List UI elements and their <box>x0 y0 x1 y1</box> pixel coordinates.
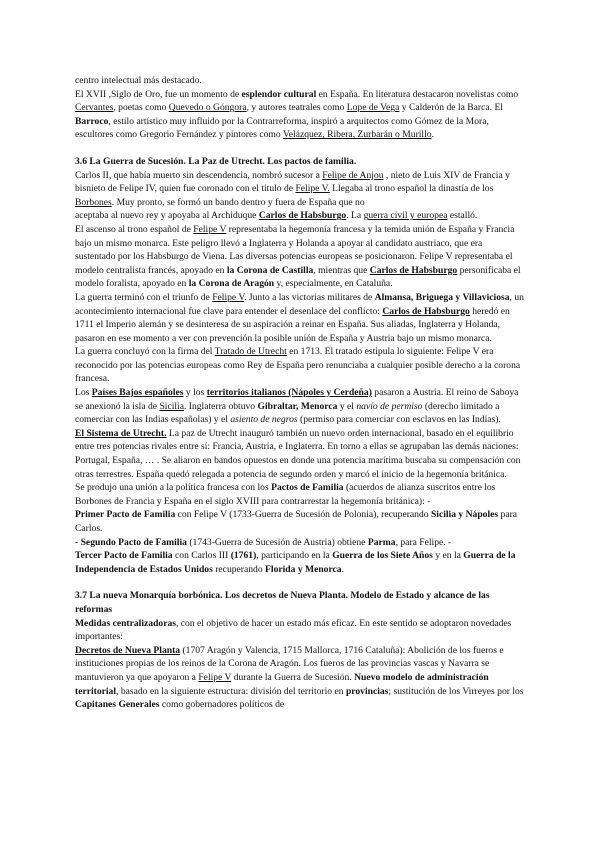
paragraph-tratado <box>75 345 525 386</box>
text: y los <box>183 387 207 399</box>
bold-term: Barroco <box>75 115 109 127</box>
bold-term: Tercer Pacto de Familia <box>75 550 173 562</box>
spacer <box>75 142 525 155</box>
text: , estilo artístico muy influido por la Contrarreforma, inspiró a arquitectos como Gómez de la Mora, escultores como Gregorio Fernández y pintores como <box>75 115 489 141</box>
bold-term: Capitanes Generales <box>75 699 160 711</box>
text: . Muy pronto, se formó un bando dentro y fuera de España que no <box>111 196 365 208</box>
text: aceptaba al nuevo rey y apoyaba al Archiduque <box>75 210 259 222</box>
text: El XVII ,Siglo de Oro, fue un momento de <box>75 88 242 100</box>
link-carlos-de-habsburgo[interactable]: Carlos de Habsburgo <box>258 210 347 222</box>
text: (permiso para comerciar con esclavos en las Indias). <box>297 414 501 426</box>
link-felipe-v[interactable]: Felipe V. <box>295 183 330 195</box>
text: personificaba el modelo foralista, apoyado en <box>75 264 521 290</box>
link-borbones[interactable]: Borbones <box>75 196 112 208</box>
link-felipe-de-anjou[interactable]: Felipe de Anjou <box>322 169 384 181</box>
text: Carlos II, que había muerto sin descendencia, nombró sucesor a <box>75 169 323 181</box>
link-paises-bajos[interactable]: Países Bajos españoles <box>91 387 184 399</box>
text: . Inglaterra obtuvo <box>183 400 258 412</box>
text: (1743-Guerra de Sucesión de Austria) obtiene <box>186 536 368 548</box>
text: Se produjo una unión a la política francesa con los <box>75 482 272 494</box>
text: con Felipe V (1733-Guerra de Sucesión de Polonia), recuperando <box>175 509 431 521</box>
link-quevedo-gongora[interactable]: Quevedo o Góngora <box>168 102 247 114</box>
bold-term: la Corona de Castilla <box>226 264 314 276</box>
text: , basado en la siguiente estructura: división del territorio en <box>116 685 346 697</box>
text: en 1713. El tratado estipula lo siguiente: Felipe V era reconocido por las potencias europeas como Rey de España pero renunciaba a cualquier posible derecho a la corona francesa. <box>75 346 521 385</box>
paragraph-ascenso <box>75 223 525 291</box>
text: heredó en 1711 el Imperio alemán y se desinteresa de su aspiración a reinar en España. Sus aliadas, Inglaterra y Holanda, pasaron en ese momento a ver con prevención la posible unión de España y Austria bajo un mismo monarca. <box>75 305 510 344</box>
bold-term: Parma <box>367 536 396 548</box>
link-carlos-de-habsburgo[interactable]: Carlos de Habsburgo <box>369 264 458 276</box>
link-pintores[interactable]: Velázquez, Ribera, Zurbarán o Murillo <box>282 129 432 141</box>
text: . Junto a las victorias militares de <box>244 291 375 303</box>
paragraph-triunfo <box>75 291 525 345</box>
paragraph-pactos-familia <box>75 481 525 576</box>
bold-term: esplendor cultural <box>241 88 317 100</box>
italic-term: asiento de negros <box>230 414 298 426</box>
text: como gobernadores políticos de <box>159 699 285 711</box>
link-tratado-de-utrecht[interactable]: Tratado de Utrecht <box>214 346 287 358</box>
paragraph-territorios <box>75 386 525 427</box>
bold-term: Primer Pacto de Familia <box>75 509 176 521</box>
text: La guerra concluyó con la firma del <box>75 346 215 358</box>
bold-term: la Corona de Aragón <box>188 278 275 290</box>
bold-term: Florida y Menorca <box>265 563 342 575</box>
bold-term: Guerra de la Independencia de Estados Unidos <box>75 550 516 575</box>
text: (1707 Aragón y Valencia, 1715 Mallorca, 1716 Cataluña): Abolición de los fueros e instituciones propias de los reinos de la Corona de Aragón. Los fueros de las provincias vascas y Navarra se mantuvieron ya que apoyaron a <box>75 644 504 683</box>
paragraph-sucesion <box>75 169 525 210</box>
paragraph-medidas <box>75 617 525 644</box>
text: ; sustitución de los Virreyes por los <box>388 685 524 697</box>
text: Llegaba al trono español la dinastía de los <box>329 183 494 195</box>
bold-term: - <box>75 536 81 548</box>
text: centro intelectual más destacado. <box>75 75 202 86</box>
text: . <box>431 129 434 141</box>
spacer <box>75 576 525 589</box>
text: , nieto de Luis XIV de Francia y bisnieto de Felipe IV, quien fue coronado con el título de <box>75 169 510 195</box>
link-territorios-italianos[interactable]: territorios italianos (Nápoles y Cerdeña) <box>206 387 372 399</box>
document-page <box>75 74 525 712</box>
link-sicilia[interactable]: Sicilia <box>159 400 184 412</box>
paragraph-siglo-de-oro <box>75 88 525 142</box>
paragraph-sistema-utrecht <box>75 427 525 481</box>
bold-term: Segundo Pacto de Familia <box>80 536 187 548</box>
text: durante la Guerra de Sucesión. <box>231 671 355 683</box>
text: y el <box>337 400 357 412</box>
bold-term: Medidas centralizadoras <box>75 617 176 629</box>
text: , un acontecimiento internacional fue clave para entender el desenlace del conflicto: <box>75 291 524 317</box>
bold-term: (1761) <box>230 550 257 562</box>
text: El ascenso al trono español de <box>75 223 194 235</box>
section-title-3-7: 3.7 La nueva Monarquía borbónica. Los decretos de Nueva Planta. Modelo de Estado y alcance de las reformas <box>75 590 490 615</box>
section-title-3-6: 3.6 La Guerra de Sucesión. La Paz de Utrecht. Los pactos de familia. <box>75 155 357 167</box>
bold-term: Gibraltar, Menorca <box>257 400 338 412</box>
link-lope-de-vega[interactable]: Lope de Vega <box>346 102 400 114</box>
text: La guerra terminó con el triunfo de <box>75 291 213 303</box>
link-felipe-v[interactable]: Felipe V <box>212 291 245 303</box>
text: . La <box>346 210 364 222</box>
bold-term: provincias <box>345 685 389 697</box>
link-carlos-de-habsburgo[interactable]: Carlos de Habsburgo <box>382 305 470 317</box>
text: en España. En literatura destacaron novelistas como <box>316 88 519 100</box>
text: (acuerdos de alianza suscritos entre los Borbones de Francia y España en el siglo XVIII para contrarrestar la hegemonía británica): - <box>75 482 496 507</box>
text: La paz de Utrecht inauguró también un nuevo orden internacional, basado en el equilibrio entre tres potencias rivales entre sí: Francia, Austria, e Inglaterra. En torno a ellas se agrupaban las demás naciones: Portugal, España, … . Se aliaron en bandos opuestos en donde una potencia marítima buscaba su compensación con otras terrestres. España quedó relegada a potencia de segundo orden y marcó el inicio de la hegemonía británica. <box>75 427 521 480</box>
link-felipe-v[interactable]: Felipe V <box>193 223 227 235</box>
text: y, especialmente, en Cataluña. <box>274 278 393 290</box>
link-felipe-v[interactable]: Felipe V <box>198 671 232 683</box>
text: , mientras que <box>313 264 370 276</box>
link-guerra-civil-europea[interactable]: guerra civil y europea <box>363 210 448 222</box>
text: y Calderón de la Barca. El <box>399 102 503 114</box>
bold-term: Guerra de los Siete Años <box>332 550 433 562</box>
text: para Carlos. <box>75 509 518 534</box>
text: pasaron a Austria. El reino de Saboya se anexionó la isla de <box>75 387 519 412</box>
text: con Carlos III <box>172 550 231 562</box>
text: representaba la hegemonía francesa y la temida unión de España y Francia bajo un mismo monarca. Este peligro llevó a Inglaterra y Holanda a apoyar al candidato austriaco, que era sustentado por los Habsburgo de Viena. Las diversas potencias europeas se posicionaron. Felipe V representaba el modelo centralista francés, apoyado en <box>75 223 515 276</box>
bold-term: Almansa, Briguega y Villaviciosa <box>374 291 510 303</box>
link-decretos-nueva-planta[interactable]: Decretos de Nueva Planta <box>75 644 181 656</box>
text: recuperando <box>212 563 266 575</box>
paragraph-centro <box>75 74 525 88</box>
italic-term: navío de permiso <box>356 400 423 412</box>
link-sistema-de-utrecht[interactable]: El Sistema de Utrecht. <box>75 427 167 439</box>
text: (derecho limitado a comerciar con las Indias españolas) y el <box>75 400 500 426</box>
text: . <box>341 563 345 575</box>
bold-term: Sicilia y Nápoles <box>430 509 499 521</box>
text: , con el objetivo de hacer un estado más eficaz. En este sentido se adoptaron novedades importantes: <box>75 617 512 643</box>
bold-term: Pactos de Familia <box>271 482 344 494</box>
text: , y autores teatrales como <box>246 102 347 114</box>
paragraph-archiduque <box>75 209 525 223</box>
text: , poetas como <box>113 102 169 114</box>
text: estalló. <box>447 210 478 222</box>
text: Los <box>75 387 92 399</box>
paragraph-decretos <box>75 644 525 712</box>
text: y en la <box>432 550 464 562</box>
text: , participando en la <box>256 550 333 562</box>
link-cervantes[interactable]: Cervantes <box>75 102 114 114</box>
text: , para Felipe. - <box>395 536 452 548</box>
bold-term: Nuevo modelo de administración territorial <box>75 671 489 697</box>
